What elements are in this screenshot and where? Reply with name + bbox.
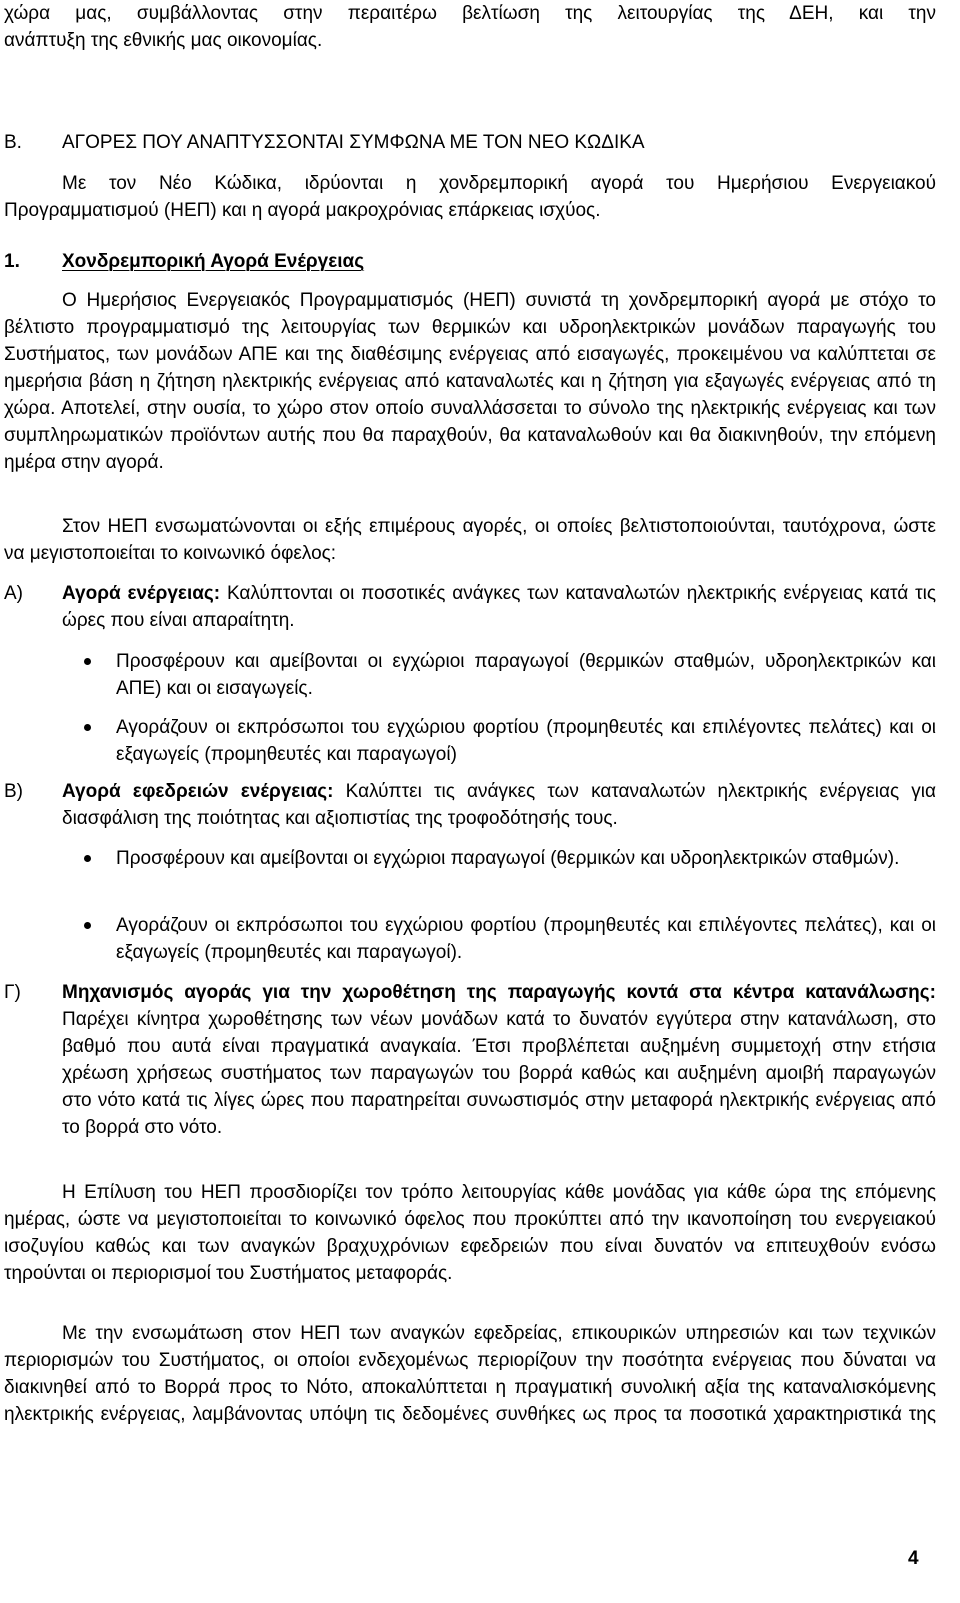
paragraph-submarkets-intro: Στον ΗΕΠ ενσωματώνονται οι εξής επιμέρους αγορές, οι οποίες βελτιστοποιούνται, ταυτόχρονα, ώστε να μεγιστοποιείται το κοινωνικό όφελος: (4, 516, 936, 564)
intro-line-2: ανάπτυξη της εθνικής μας οικονομίας. (4, 30, 323, 51)
item-a-heading: Αγορά ενέργειας: (62, 583, 221, 604)
item-a-body: Καλύπτονται οι ποσοτικές ανάγκες των καταναλωτών ηλεκτρικής ενέργειας κατά τις ώρες που είναι απαραίτητη. (62, 583, 936, 631)
item-b-body: Καλύπτει τις ανάγκες των καταναλωτών ηλεκτρικής ενέργειας για διασφάλιση της ποιότητας και αξιοπιστίας της τροφοδότησής τους. (62, 781, 936, 829)
item-a-bullet-2: Αγοράζουν οι εκπρόσωποι του εγχώριου φορτίου (προμηθευτές και επιλέγοντες πελάτες) και οι εξαγωγείς (προμηθευτές και παραγωγοί) (116, 714, 936, 768)
item-a-label: Α) (4, 583, 23, 604)
item-c-body: Παρέχει κίνητρα χωροθέτησης των νέων μονάδων κατά το δυνατόν εγγύτερα στην κατανάλωση, στο βαθμό που αυτά είναι πραγματικά αναγκαία. Έτσι προβλέπεται αυξημένη συμμετοχή στην ετήσια χρέωση χρήσεως συστήματος των παραγωγών του βορρά καθώς και αυξημένη αμοιβή παραγωγών στο νότο κατά τις λίγες ώρες που παρατηρείται συνωστισμός στην μεταφορά ηλεκτρικής ενέργειας από το βορρά στο νότο. (62, 1009, 936, 1138)
item-c-label: Γ) (4, 982, 21, 1003)
item-b-heading: Αγορά εφεδρειών ενέργειας: (62, 781, 334, 802)
subsection-title: Χονδρεμπορική Αγορά Ενέργειας (62, 251, 365, 272)
paragraph-hep-solution: Η Επίλυση του ΗΕΠ προσδιορίζει τον τρόπο λειτουργίας κάθε μονάδας για κάθε ώρα της επόμενης ημέρας, ώστε να μεγιστοποιείται το κοινωνικό όφελος που προκύπτει από την ικανοποίηση του ενεργειακού ισοζυγίου καθώς και των αναγκών βραχυχρόνιων εφεδρειών που είναι δυνατόν να επιτευχθούν ενόσω τηρούνται οι περιορισμοί του Συστήματος μεταφοράς. (4, 1182, 936, 1284)
paragraph-hep-definition: Ο Ημερήσιος Ενεργειακός Προγραμματισμός (ΗΕΠ) συνιστά τη χονδρεμπορική αγορά με στόχο το βέλτιστο προγραμματισμό της λειτουργίας των θερμικών και υδροηλεκτρικών μονάδων παραγωγής του Συστήματος, των μονάδων ΑΠΕ και της διαθέσιμης ενέργειας από εισαγωγές, προκειμένου να καλύπτεται σε ημερήσια βάση η ζήτηση ηλεκτρικής ενέργειας από καταναλωτές και η ζήτηση για εξαγωγές ενέργειας από τη χώρα. Αποτελεί, στην ουσία, το χώρο στον οποίο συναλλάσσεται το σύνολο της ηλεκτρικής ενέργειας και των συμπληρωματικών προϊόντων αυτής που θα παραχθούν, θα καταναλωθούν και θα διακινηθούν, την επόμενη ημέρα στην αγορά. (4, 290, 936, 473)
paragraph-reserves-integration: Με την ενσωμάτωση στον ΗΕΠ των αναγκών εφεδρείας, επικουρικών υπηρεσιών και των τεχνικών περιορισμών του Συστήματος, οι οποίοι ενδεχομένως περιορίζουν την ποσότητα ενέργειας που δύναται να διακινηθεί από το Βορρά προς το Νότο, αποκαλύπτεται η πραγματική συνολική αξία της καταναλισκόμενης ηλεκτρικής ενέργειας, λαμβάνοντας υπόψη τις δεδομένες συνθήκες ως προς τα ποσοτικά χαρακτηριστικά της (4, 1323, 936, 1425)
section-b-label: Β. (4, 132, 22, 153)
intro-line-1: χώρα μας, συμβάλλοντας στην περαιτέρω βελτίωση της λειτουργίας της ΔΕΗ, και την (4, 3, 936, 24)
page-number: 4 (908, 1548, 919, 1569)
item-c-heading: Μηχανισμός αγοράς για την χωροθέτηση της παραγωγής κοντά στα κέντρα κατανάλωσης: (62, 982, 936, 1003)
item-b-label: Β) (4, 781, 23, 802)
section-b-text-2: Προγραμματισμού (ΗΕΠ) και η αγορά μακροχρόνιας επάρκειας ισχύος. (4, 200, 601, 221)
section-b-title: ΑΓΟΡΕΣ ΠΟΥ ΑΝΑΠΤΥΣΣΟΝΤΑΙ ΣΥΜΦΩΝΑ ΜΕ ΤΟΝ ΝΕΟ ΚΩΔΙΚΑ (62, 132, 645, 153)
item-c-text (62, 979, 936, 1141)
subsection-number: 1. (4, 251, 20, 272)
item-a-text (62, 580, 936, 634)
item-b-text (62, 778, 936, 832)
item-b-bullet-1: Προσφέρουν και αμείβονται οι εγχώριοι παραγωγοί (θερμικών και υδροηλεκτρικών σταθμών). (116, 845, 936, 872)
item-b-bullet-2: Αγοράζουν οι εκπρόσωποι του εγχώριου φορτίου (προμηθευτές και επιλέγοντες πελάτες), και οι εξαγωγείς (προμηθευτές και παραγωγοί). (116, 912, 936, 966)
section-b-text-1: Με τον Νέο Κώδικα, ιδρύονται η χονδρεμπορική αγορά του Ημερήσιου Ενεργειακού (62, 173, 936, 194)
item-a-bullet-1: Προσφέρουν και αμείβονται οι εγχώριοι παραγωγοί (θερμικών σταθμών, υδροηλεκτρικών και ΑΠΕ) και οι εισαγωγείς. (116, 648, 936, 702)
